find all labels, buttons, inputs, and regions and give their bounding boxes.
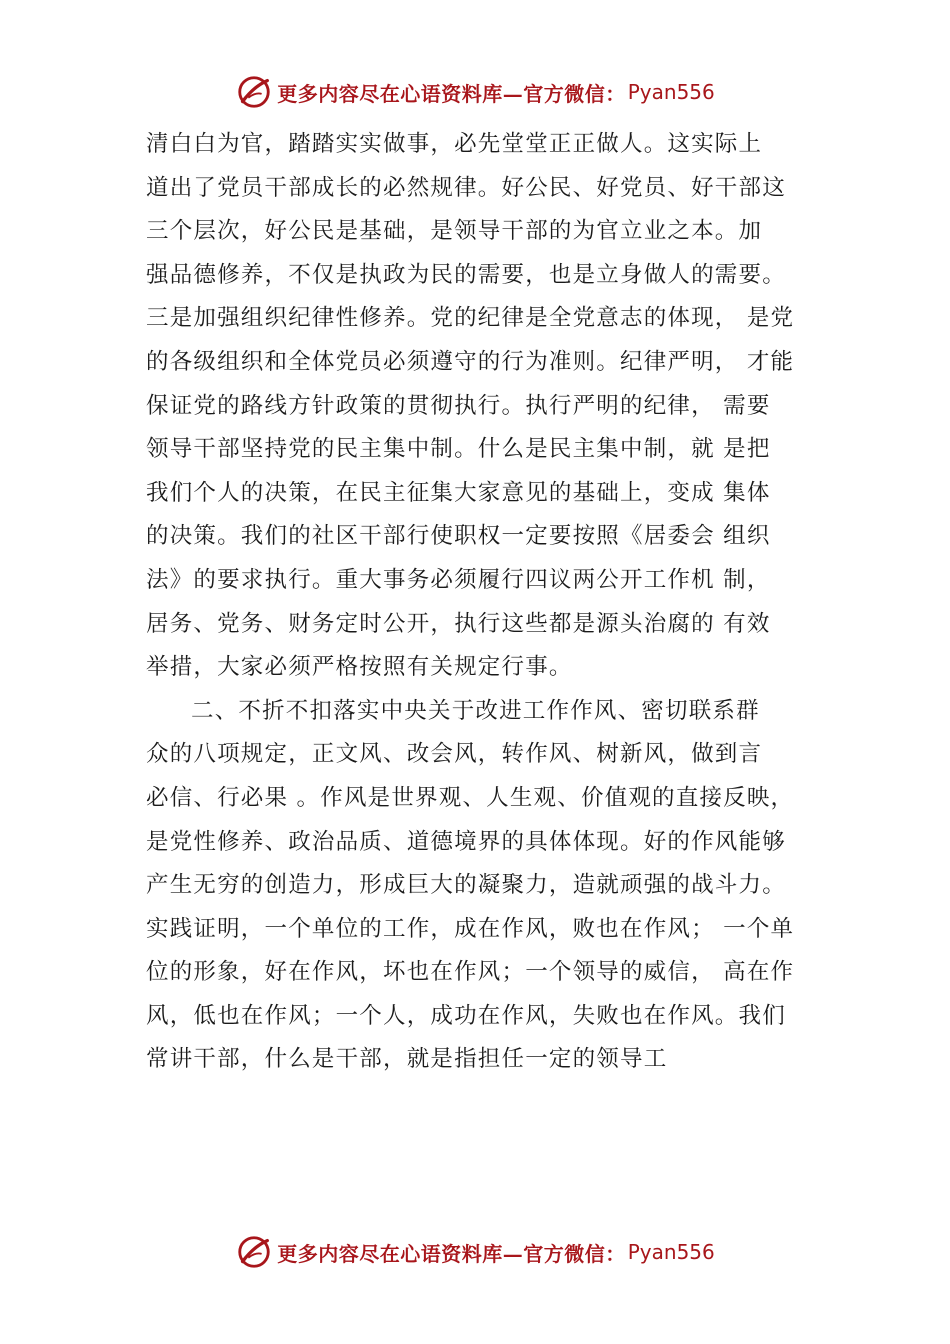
header-wechat-id: Pyan556	[627, 80, 715, 104]
body-line: 强品德修养，不仅是执政为民的需要，也是立身做人的需要。	[146, 261, 786, 288]
brand-logo-icon	[235, 73, 273, 111]
body-line: 三个层次，好公民是基础，是领导干部的为官立业之本。加	[146, 218, 763, 245]
brand-logo-icon	[235, 1233, 273, 1271]
body-line: 实践证明，一个单位的工作，成在作风，败也在作风； 一个单	[146, 915, 795, 942]
document-body	[146, 123, 836, 1082]
body-line: 必信、行必果 。作风是世界观、人生观、价值观的直接反映，	[146, 784, 795, 811]
body-line: 清白白为官，踏踏实实做事，必先堂堂正正做人。这实际上	[146, 131, 763, 157]
body-line: 我们个人的决策，在民主征集大家意见的基础上，变成 集体	[146, 479, 771, 506]
body-line: 常讲干部，什么是干部，就是指担任一定的领导工	[146, 1046, 668, 1073]
body-line: 的各级组织和全体党员必须遵守的行为准则。纪律严明， 才能	[146, 348, 795, 375]
body-line: 保证党的路线方针政策的贯彻执行。执行严明的纪律， 需要	[146, 392, 771, 419]
body-line: 众的八项规定，正文风、改会风，转作风、树新风，做到言	[146, 741, 763, 768]
body-line: 的决策。我们的社区干部行使职权一定要按照《居委会 组织	[146, 523, 771, 550]
body-line: 道出了党员干部成长的必然规律。好公民、好党员、好干部这	[146, 174, 786, 201]
body-line: 领导干部坚持党的民主集中制。什么是民主集中制，就 是把	[146, 436, 771, 463]
body-line: 位的形象，好在作风，坏也在作风；一个领导的威信， 高在作	[146, 959, 795, 986]
body-line: 风，低也在作风；一个人，成功在作风，失败也在作风。我们	[146, 1002, 786, 1029]
body-line: 产生无穷的创造力，形成巨大的凝聚力，造就顽强的战斗力。	[146, 872, 786, 899]
header-banner-text: 更多内容尽在心语资料库—官方微信：	[277, 81, 626, 106]
body-line: 居务、党务、财务定时公开，执行这些都是源头治腐的 有效	[146, 610, 771, 637]
footer-banner-text: 更多内容尽在心语资料库—官方微信：	[277, 1241, 626, 1266]
header-banner	[0, 70, 950, 114]
paragraph-start-line: 二、不折不扣落实中央关于改进工作作风、密切联系群	[191, 697, 760, 724]
body-line: 举措，大家必须严格按照有关规定行事。	[146, 654, 573, 681]
footer-banner	[0, 1230, 950, 1274]
footer-wechat-id: Pyan556	[627, 1240, 715, 1264]
body-line: 三是加强组织纪律性修养。党的纪律是全党意志的体现， 是党	[146, 305, 795, 332]
body-line: 是党性修养、政治品质、道德境界的具体体现。好的作风能够	[146, 828, 786, 855]
body-line: 法》的要求执行。重大事务必须履行四议两公开工作机 制，	[146, 566, 771, 593]
